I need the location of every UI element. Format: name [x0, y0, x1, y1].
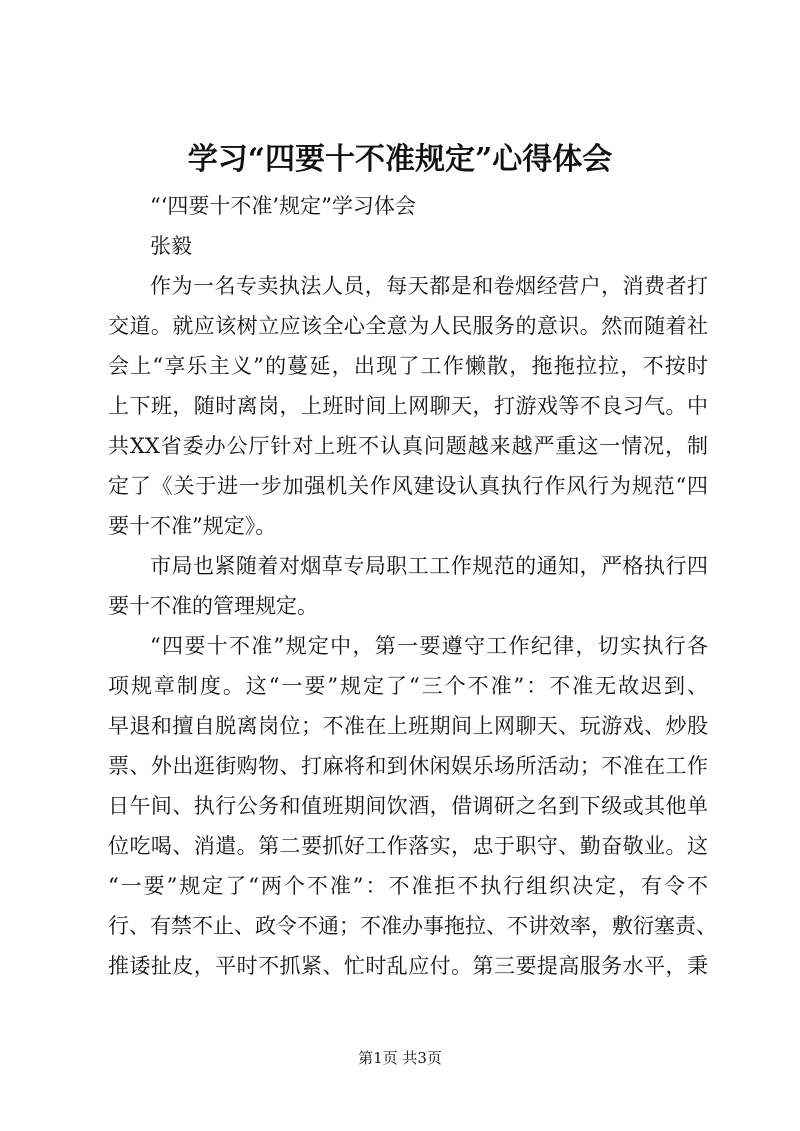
paragraph-line: 推诿扯皮，平时不抓紧、忙时乱应付。第三要提高服务水平，秉 — [108, 954, 708, 978]
paragraph-3 — [108, 626, 717, 986]
paragraph-line: 要十不准的管理规定。 — [108, 594, 318, 618]
paragraph-line: 交道。就应该树立应该全心全意为人民服务的意识。然而随着社 — [108, 314, 708, 338]
paragraph-line: 早退和擅自脱离岗位；不准在上班期间上网聊天、玩游戏、炒股 — [108, 714, 708, 738]
paragraph-line: “一要”规定了“两个不准”：不准拒不执行组织决定，有令不 — [108, 874, 708, 898]
paragraph-line: 项规章制度。这“一要”规定了“三个不准”：不准无故迟到、 — [108, 674, 708, 698]
paragraph-line: 票、外出逛街购物、打麻将和到休闲娱乐场所活动；不准在工作 — [108, 754, 708, 778]
paragraph-line: 会上“享乐主义”的蔓延，出现了工作懒散，拖拖拉拉，不按时 — [108, 354, 708, 378]
document-subtitle: “‘四要十不准’规定”学习体会 — [150, 194, 416, 218]
paragraph-line: 市局也紧随着对烟草专局职工工作规范的通知，严格执行四 — [150, 554, 708, 578]
document-body — [108, 186, 717, 986]
paragraph-line: 定了《关于进一步加强机关作风建设认真执行作风行为规范“四 — [108, 474, 708, 498]
document-author: 张毅 — [150, 234, 192, 258]
paragraph-line: 位吃喝、消遣。第二要抓好工作落实，忠于职守、勤奋敬业。这 — [108, 834, 708, 858]
paragraph-2 — [108, 546, 708, 626]
paragraph-line: 行、有禁不止、政令不通；不准办事拖拉、不讲效率，敷衍塞责、 — [108, 914, 717, 938]
paragraph-line: “四要十不准”规定中，第一要遵守工作纪律，切实执行各 — [150, 634, 708, 658]
paragraph-line: 共XX省委办公厅针对上班不认真问题越来越严重这一情况，制 — [108, 434, 708, 458]
page-number: 第1页 共3页 — [358, 1049, 442, 1067]
paragraph-line: 上下班，随时离岗，上班时间上网聊天，打游戏等不良习气。中 — [108, 394, 708, 418]
document-title: 学习“四要十不准规定”心得体会 — [187, 142, 613, 177]
paragraph-line: 要十不准”规定》。 — [108, 514, 277, 538]
paragraph-1 — [108, 266, 708, 546]
paragraph-line: 作为一名专卖执法人员，每天都是和卷烟经营户，消费者打 — [150, 274, 708, 298]
paragraph-line: 日午间、执行公务和值班期间饮酒，借调研之名到下级或其他单 — [108, 794, 708, 818]
